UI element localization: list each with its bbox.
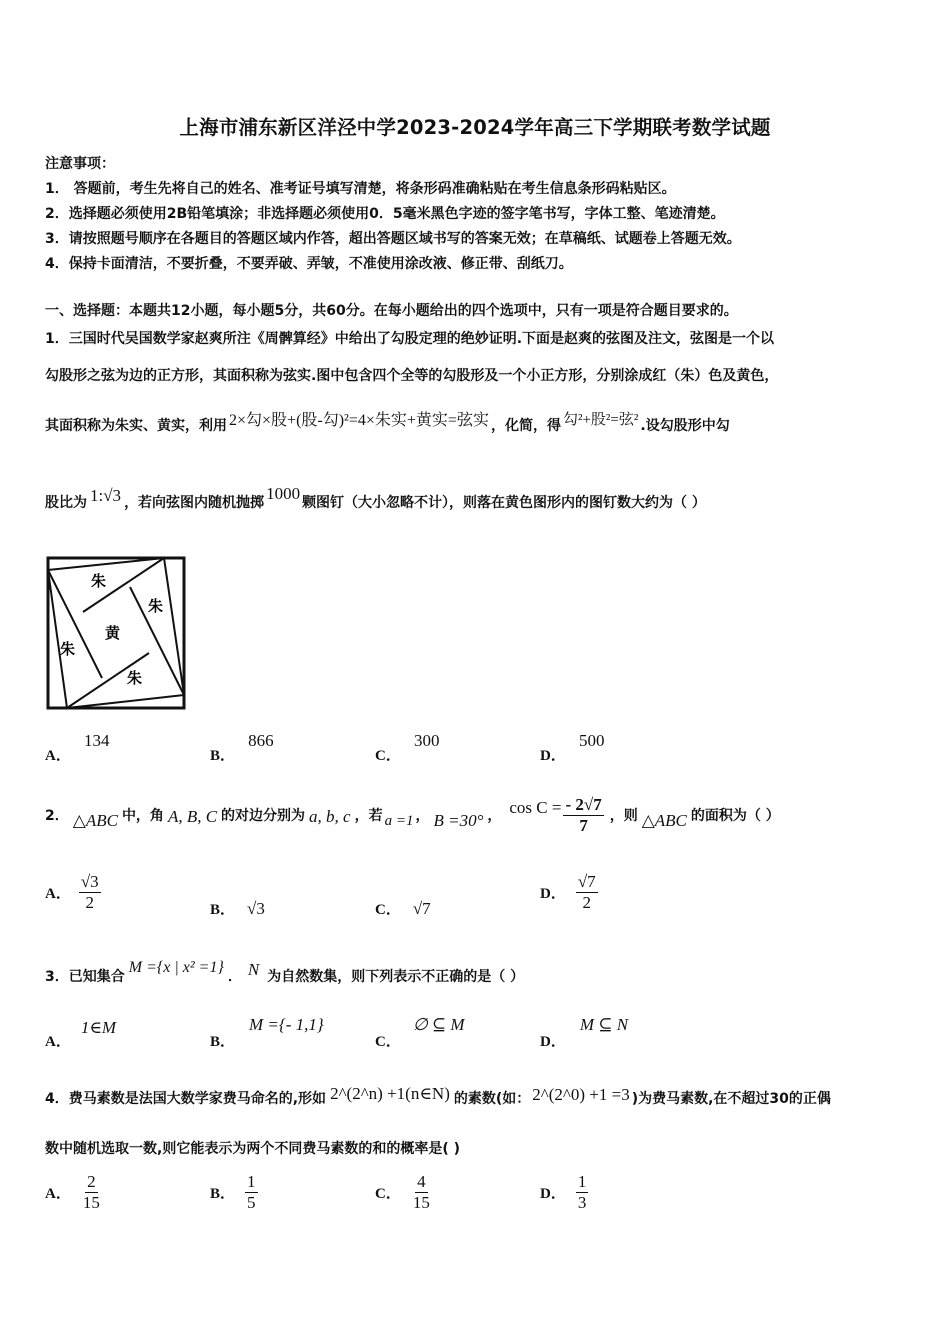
option-value: √3	[247, 898, 265, 918]
option-label: C．	[375, 902, 401, 918]
option-label: B．	[210, 748, 236, 764]
q4-text: 的素数(如：	[453, 1091, 531, 1107]
q4-text: )为费马素数,在不超过30的正偶	[631, 1091, 831, 1107]
section-heading: 一、选择题：本题共12小题，每小题5分，共60分。在每小题给出的四个选项中，只有一项是符合题目要求的。	[45, 303, 738, 319]
q4-option-b[interactable]	[210, 1172, 258, 1212]
option-label: D．	[540, 1034, 566, 1050]
q4-option-d[interactable]	[540, 1172, 588, 1212]
q1-ratio: 1:√3	[90, 486, 122, 505]
q1-line3-text: .设勾股形中勾	[640, 417, 730, 434]
option-value: M ⊆ N	[579, 1015, 629, 1034]
q2-text: 的对边分别为	[221, 808, 306, 824]
q1-line3	[45, 413, 730, 436]
fraction-numerator: - 2√7	[565, 794, 602, 814]
option-label: B．	[210, 1185, 236, 1202]
fraction-denominator: 15	[412, 1192, 430, 1212]
zhu-label: 朱	[60, 640, 76, 658]
q2-text: ，	[415, 808, 430, 824]
option-fraction	[576, 872, 598, 912]
option-fraction	[245, 1172, 258, 1212]
note-item: 2．选择题必须使用2B铅笔填涂；非选择题必须使用0．5毫米黑色字迹的签字笔书写，字体工整、笔迹清楚。	[45, 206, 725, 222]
q3-text: 为自然数集，则下列表示不正确的是（ ）	[267, 969, 525, 985]
q1-line1: 1．三国时代吴国数学家赵爽所注《周髀算经》中给出了勾股定理的绝妙证明.下面是赵爽的弦图及注文，弦图是一个以	[45, 331, 775, 347]
q4-stem-line1	[45, 1080, 831, 1116]
q1-formula-area: 2×勾×股+(股-勾)²=4×朱实+黄实=弦实	[229, 412, 489, 429]
q3-set: M ={x | x² =1}	[128, 959, 224, 976]
q2-cos-fraction	[563, 795, 603, 835]
q1-line2: 勾股形之弦为边的正方形，其面积称为弦实.图中包含四个全等的勾股形及一个小正方形，分别涂成红（朱）色及黄色，	[45, 368, 779, 384]
q2-triangle: △ABC	[72, 811, 118, 830]
zhu-label: 朱	[91, 572, 107, 590]
option-label: A．	[45, 1034, 71, 1050]
fraction-numerator: 1	[247, 1172, 256, 1191]
option-value: M ={- 1,1}	[249, 1015, 324, 1034]
q3-text: ．	[227, 969, 242, 985]
q4-text: 4．费马素数是法国大数学家费马命名的,形如	[45, 1091, 327, 1107]
fraction-numerator: 1	[577, 1172, 587, 1191]
q2-text: 的面积为（ ）	[690, 808, 780, 824]
q3-option-c[interactable]	[375, 1015, 465, 1051]
fraction-numerator: 4	[417, 1172, 426, 1191]
q2-text: ，若	[354, 808, 383, 824]
q1-line4-text: 颗图钉（大小忽略不计），则落在黄色图形内的图钉数大约为（ ）	[302, 495, 706, 511]
option-value: √7	[412, 898, 431, 918]
q2-stem	[45, 790, 780, 840]
q2-b-eq: B =30°	[433, 811, 484, 830]
fraction-numerator: √3	[80, 872, 99, 891]
note-item: 4．保持卡面清洁，不要折叠，不要弄破、弄皱，不准使用涂改液、修正带、刮纸刀。	[45, 256, 573, 272]
q2-option-a[interactable]	[45, 872, 101, 912]
q1-line4-text: 股比为	[45, 495, 87, 511]
fraction-numerator: √7	[577, 872, 596, 891]
option-label: C．	[375, 1185, 401, 1202]
q2-option-c[interactable]	[375, 898, 431, 919]
q1-count: 1000	[266, 484, 301, 503]
q1-line3-text: ，化简，得	[490, 417, 561, 434]
q1-line4	[45, 484, 706, 512]
option-label: D．	[540, 1185, 566, 1202]
option-label: C．	[375, 748, 401, 764]
page-title: 上海市浦东新区洋泾中学2023-2024学年高三下学期联考数学试题	[179, 116, 771, 139]
q3-N: N	[247, 960, 260, 979]
q4-form: 2^(2^n) +1(n∈N)	[330, 1084, 450, 1103]
q4-option-c[interactable]	[375, 1172, 432, 1212]
fraction-denominator: 3	[577, 1192, 587, 1212]
q2-option-d[interactable]	[540, 872, 598, 912]
q2-option-b[interactable]	[210, 898, 265, 919]
q4-option-a[interactable]	[45, 1172, 102, 1212]
option-value: 1∈M	[80, 1018, 117, 1037]
q3-stem	[45, 958, 524, 994]
note-item: 3．请按照题号顺序在各题目的答题区域内作答，超出答题区域书写的答案无效；在草稿纸、试题卷上答题无效。	[45, 231, 741, 247]
q3-option-b[interactable]	[210, 1015, 324, 1051]
q3-option-d[interactable]	[540, 1015, 628, 1051]
notes-heading: 注意事项：	[45, 156, 115, 172]
option-value: 300	[413, 731, 440, 750]
q2-angles: A, B, C	[167, 807, 218, 826]
q1-line3-text: 其面积称为朱实、黄实，利用	[45, 417, 227, 434]
q2-cos-lhs: cos C =	[509, 798, 562, 817]
q1-option-c[interactable]	[375, 730, 440, 764]
option-value: 866	[248, 731, 274, 750]
q3-text: 3．已知集合	[45, 969, 125, 985]
q2-triangle: △ABC	[641, 811, 687, 830]
q1-option-b[interactable]	[210, 730, 274, 764]
q2-number: 2．	[45, 808, 69, 824]
option-label: B．	[210, 1034, 236, 1050]
option-fraction	[576, 1172, 589, 1212]
q1-formula-pythag: 勾²+股²=弦²	[562, 412, 639, 428]
q2-text: ，则	[609, 808, 638, 824]
q4-stem-line2: 数中随机选取一数,则它能表示为两个不同费马素数的和的概率是( )	[45, 1141, 460, 1157]
option-fraction	[411, 1172, 432, 1212]
q2-text: ，	[487, 808, 502, 824]
option-fraction	[81, 1172, 102, 1212]
q2-sides: a, b, c	[309, 807, 351, 826]
string-diagram-figure	[45, 555, 187, 711]
option-fraction	[79, 872, 101, 912]
option-label: D．	[540, 885, 566, 902]
fraction-denominator: 15	[82, 1192, 100, 1212]
option-value: 500	[578, 731, 605, 750]
note-item: 1． 答题前，考生先将自己的姓名、准考证号填写清楚，将条形码准确粘贴在考生信息条形码粘贴区。	[45, 181, 676, 197]
fraction-denominator: 2	[582, 892, 592, 912]
fraction-denominator: 7	[579, 815, 588, 835]
fraction-denominator: 2	[85, 892, 95, 912]
option-label: B．	[210, 902, 236, 918]
q1-line4-text: ，若向弦图内随机抛掷	[124, 495, 265, 511]
option-label: A．	[45, 748, 71, 764]
fraction-denominator: 5	[247, 1192, 256, 1212]
q1-option-a[interactable]	[45, 730, 110, 764]
option-label: D．	[540, 748, 566, 764]
option-label: A．	[45, 885, 71, 902]
q4-example: 2^(2^0) +1 =3	[532, 1085, 630, 1104]
fraction-numerator: 2	[87, 1172, 96, 1191]
option-value: ∅ ⊆ M	[412, 1015, 465, 1034]
q3-option-a[interactable]	[45, 1018, 116, 1051]
zhu-label: 朱	[127, 669, 143, 687]
option-label: C．	[375, 1034, 401, 1050]
q2-text: 中，角	[121, 808, 164, 824]
q1-option-d[interactable]	[540, 730, 605, 764]
zhu-label: 朱	[148, 597, 164, 615]
option-label: A．	[45, 1185, 71, 1202]
option-value: 134	[83, 731, 110, 750]
q2-a-eq: a =1	[384, 812, 414, 829]
huang-label: 黄	[105, 624, 121, 642]
